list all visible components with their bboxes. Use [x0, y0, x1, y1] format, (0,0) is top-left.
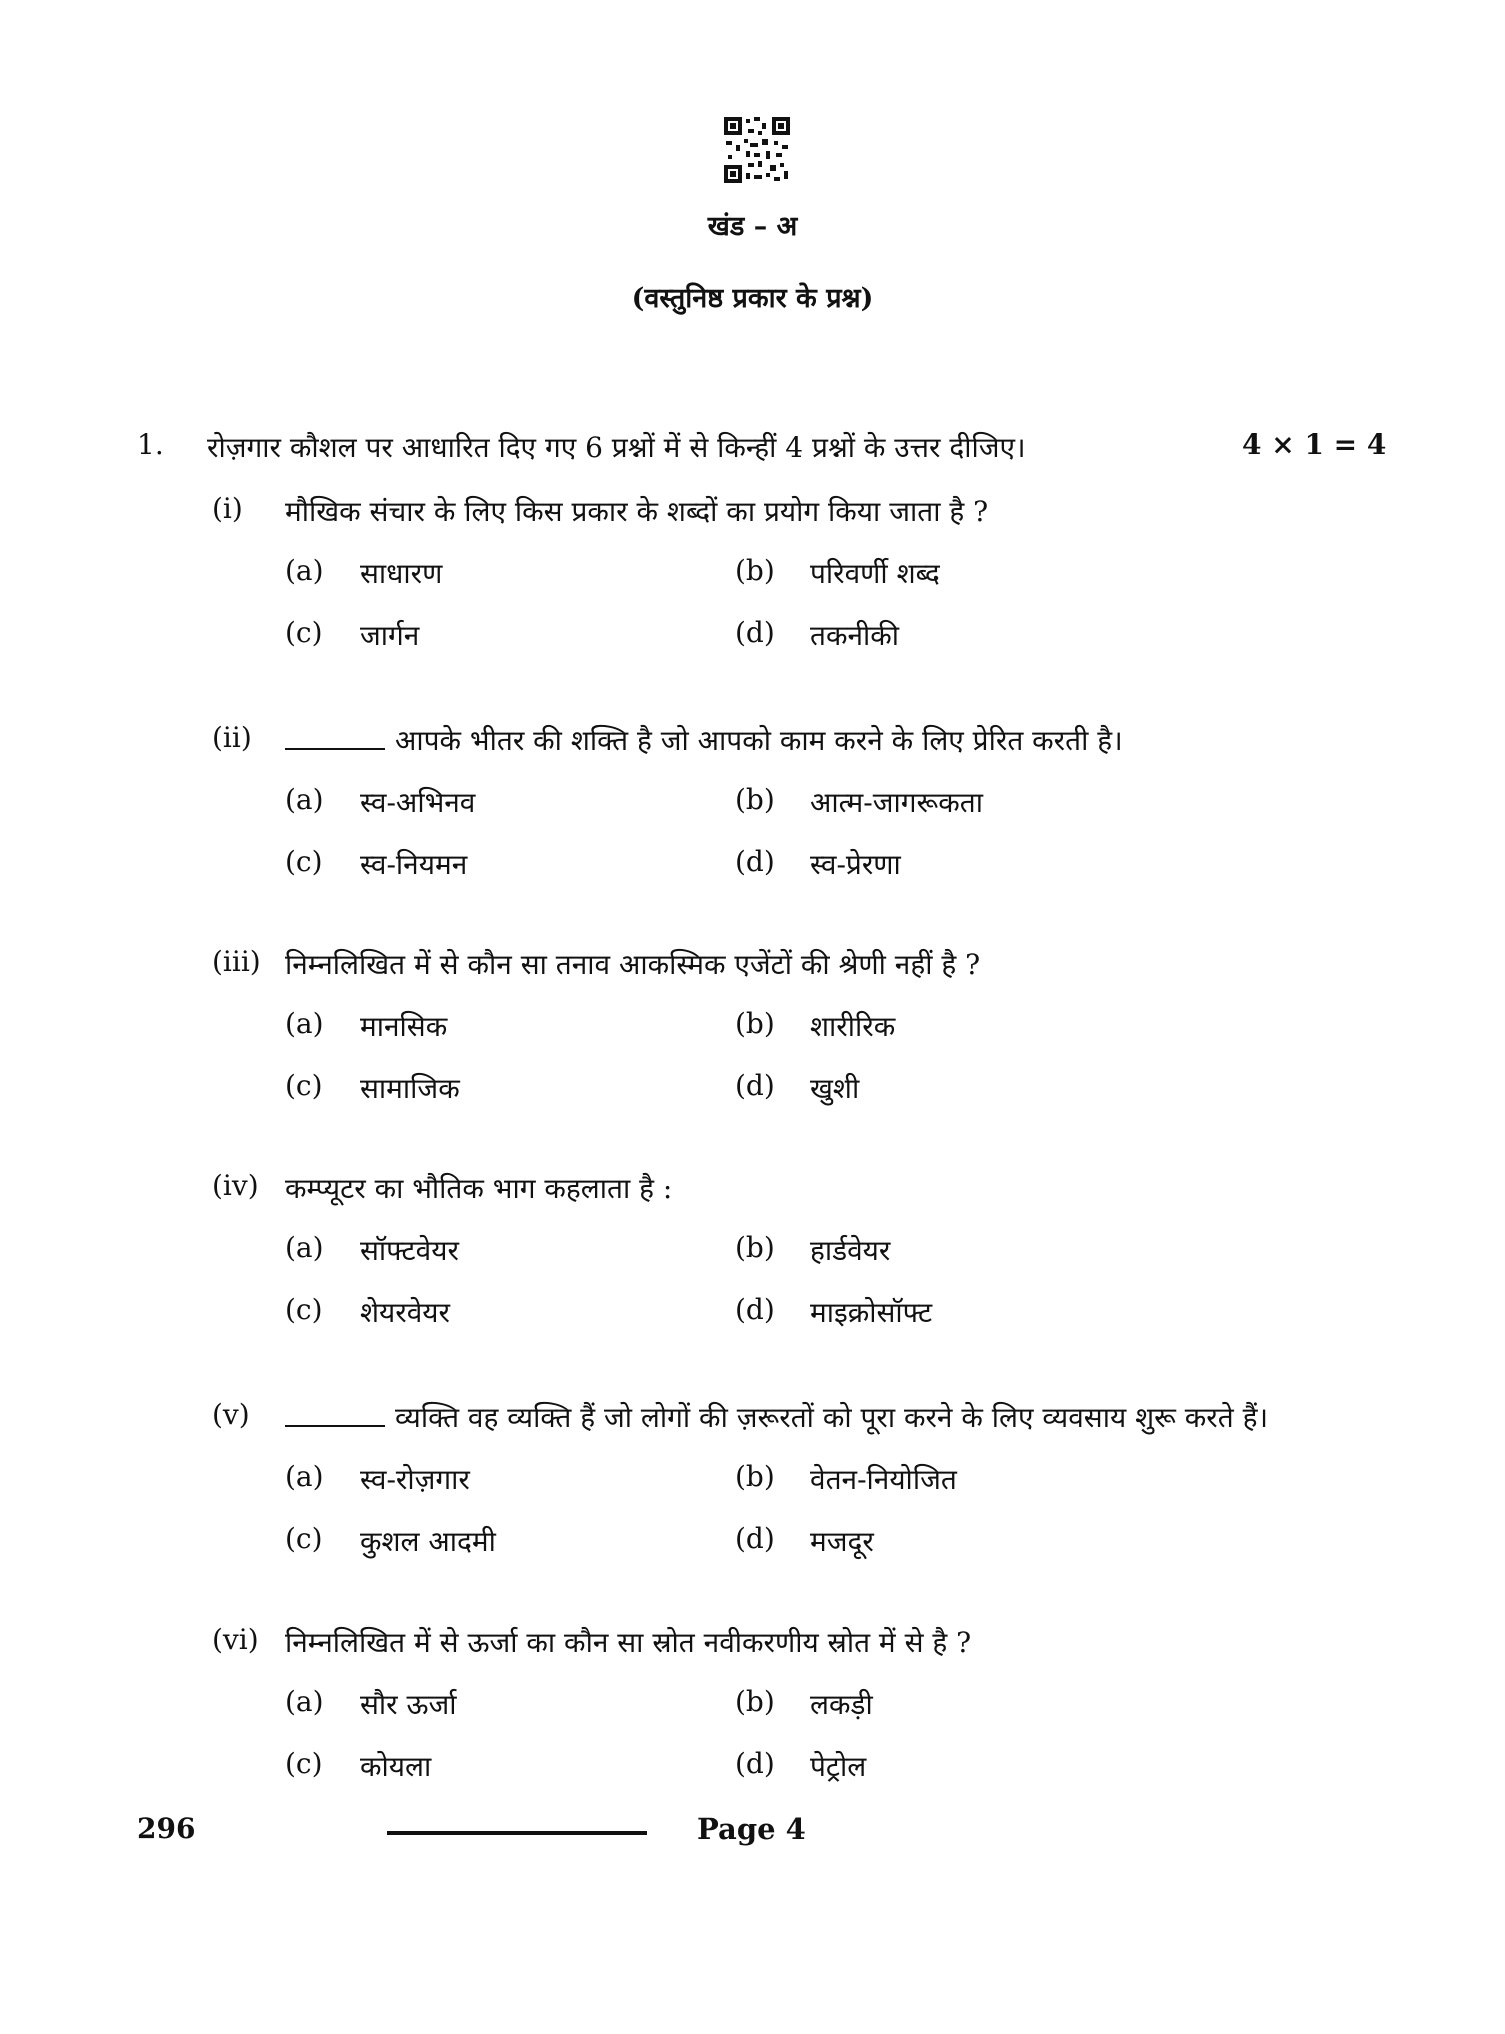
subquestion-number: (vi) — [212, 1623, 259, 1656]
option-text: आत्म-जागरूकता — [810, 786, 983, 819]
option-text: स्व-रोज़गार — [360, 1463, 470, 1496]
option-label: (b) — [735, 1231, 775, 1264]
option-text: स्व-अभिनव — [360, 786, 476, 819]
subquestion-text: कम्प्यूटर का भौतिक भाग कहलाता है : — [285, 1172, 673, 1205]
subquestion-number: (iv) — [212, 1169, 259, 1202]
option-label: (c) — [285, 1747, 323, 1780]
option-label: (c) — [285, 1293, 323, 1326]
option-text: जार्गन — [360, 619, 420, 652]
question-marks: 4 × 1 = 4 — [1242, 428, 1387, 461]
option-text: माइक्रोसॉफ्ट — [810, 1296, 933, 1329]
option-label: (b) — [735, 1685, 775, 1718]
option-text: पेट्रोल — [810, 1750, 867, 1783]
page-number: Page 4 — [697, 1812, 806, 1846]
section-title: खंड – अ — [707, 211, 798, 242]
option-text: कुशल आदमी — [360, 1525, 496, 1558]
subquestion-text: निम्नलिखित में से ऊर्जा का कौन सा स्रोत नवीकरणीय स्रोत में से है ? — [285, 1626, 972, 1659]
subquestion-number: (i) — [212, 492, 243, 525]
subquestion-v — [0, 1398, 1505, 1648]
footer-divider — [387, 1831, 647, 1835]
option-label: (a) — [285, 783, 324, 816]
option-label: (c) — [285, 845, 323, 878]
option-label: (a) — [285, 1007, 324, 1040]
option-text: खुशी — [810, 1072, 860, 1105]
option-label: (d) — [735, 616, 775, 649]
subquestion-text: निम्नलिखित में से कौन सा तनाव आकस्मिक एजेंटों की श्रेणी नहीं है ? — [285, 948, 981, 981]
option-label: (b) — [735, 1460, 775, 1493]
option-label: (b) — [735, 1007, 775, 1040]
option-text: परिवर्णी शब्द — [810, 557, 940, 590]
option-label: (a) — [285, 554, 324, 587]
paper-code: 296 — [137, 1812, 196, 1845]
option-text: साधारण — [360, 557, 443, 590]
question-text: रोज़गार कौशल पर आधारित दिए गए 6 प्रश्नों में से किन्हीं 4 प्रश्नों के उत्तर दीजिए। — [207, 431, 1026, 464]
subquestion-number: (v) — [212, 1398, 250, 1431]
option-text: हार्डवेयर — [810, 1234, 891, 1267]
subquestion-line — [285, 721, 1123, 759]
question-number: 1. — [137, 428, 164, 461]
qr-code-icon — [722, 115, 792, 185]
option-text: मजदूर — [810, 1525, 874, 1558]
answer-blank — [285, 748, 385, 750]
option-text: तकनीकी — [810, 619, 900, 652]
option-label: (d) — [735, 1293, 775, 1326]
option-label: (c) — [285, 616, 323, 649]
subquestion-text: व्यक्ति वह व्यक्ति हैं जो लोगों की ज़रूरतों को पूरा करने के लिए व्यवसाय शुरू करते हैं। — [395, 1401, 1269, 1434]
subquestion-ii — [0, 721, 1505, 971]
option-label: (d) — [735, 1522, 775, 1555]
option-label: (a) — [285, 1460, 324, 1493]
option-text: सामाजिक — [360, 1072, 460, 1105]
option-text: वेतन-नियोजित — [810, 1463, 957, 1496]
subquestion-iv — [0, 1169, 1505, 1419]
option-label: (c) — [285, 1069, 323, 1102]
option-label: (d) — [735, 1747, 775, 1780]
option-text: मानसिक — [360, 1010, 448, 1043]
option-text: कोयला — [360, 1750, 432, 1783]
option-label: (d) — [735, 1069, 775, 1102]
option-text: सौर ऊर्जा — [360, 1688, 457, 1721]
option-label: (b) — [735, 554, 775, 587]
option-label: (d) — [735, 845, 775, 878]
option-label: (b) — [735, 783, 775, 816]
subquestion-text: मौखिक संचार के लिए किस प्रकार के शब्दों का प्रयोग किया जाता है ? — [285, 495, 989, 528]
subquestion-iii — [0, 945, 1505, 1195]
answer-blank — [285, 1425, 385, 1427]
option-text: सॉफ्टवेयर — [360, 1234, 459, 1267]
option-label: (a) — [285, 1231, 324, 1264]
subquestion-number: (ii) — [212, 721, 252, 754]
option-text: स्व-प्रेरणा — [810, 848, 901, 881]
option-label: (a) — [285, 1685, 324, 1718]
option-text: शेयरवेयर — [360, 1296, 450, 1329]
section-subtitle: (वस्तुनिष्ठ प्रकार के प्रश्न) — [631, 283, 874, 314]
option-label: (c) — [285, 1522, 323, 1555]
subquestion-text: आपके भीतर की शक्ति है जो आपको काम करने के लिए प्रेरित करती है। — [395, 724, 1123, 757]
option-text: शारीरिक — [810, 1010, 896, 1043]
subquestion-line — [285, 1398, 1268, 1436]
option-text: लकड़ी — [810, 1688, 873, 1721]
subquestion-number: (iii) — [212, 945, 261, 978]
subquestion-i — [0, 492, 1505, 742]
option-text: स्व-नियमन — [360, 848, 468, 881]
